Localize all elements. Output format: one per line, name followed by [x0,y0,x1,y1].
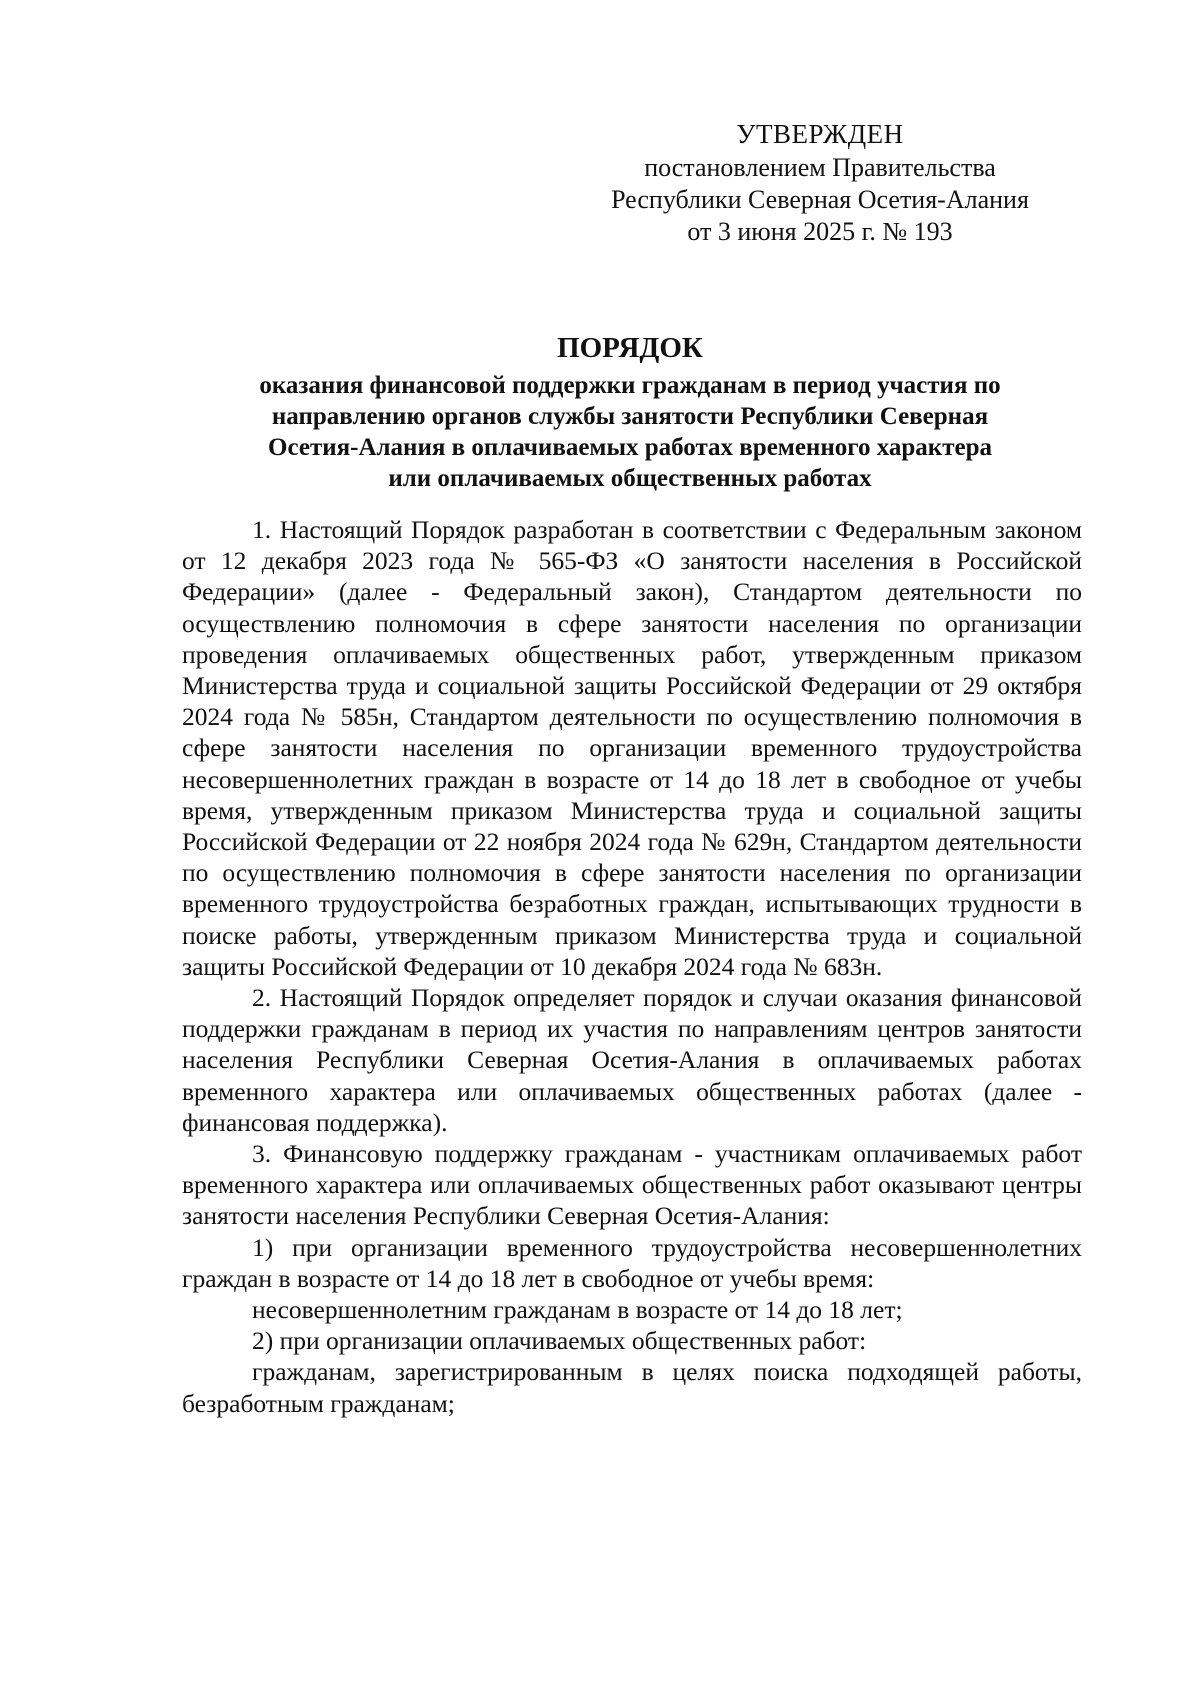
paragraph-3-item-1: 1) при организации временного трудоустройства несовершеннолетних граждан в возрасте от 14 до 18 лет в свободное от учебы время: [182,1232,1082,1293]
paragraph-2: 2. Настоящий Порядок определяет порядок и случаи оказания финансовой поддержки гражданам в период их участия по направлениям центров занятости населения Республики Северная Осетия-Алания в оплачиваемых работах временного характера или оплачиваемых общественных работах (далее - финансовая поддержка). [182,983,1082,1137]
paragraph-3-item-2: 2) при организации оплачиваемых общественных работ: [252,1326,867,1356]
approval-line-2: Республики Северная Осетия-Алания [611,185,1029,214]
document-body [182,514,1082,1419]
document-title [180,330,1080,494]
approval-title: УТВЕРЖДЕН [736,119,904,149]
title-main: ПОРЯДОК [557,332,703,364]
title-subtitle-line-4: или оплачиваемых общественных работах [388,465,872,492]
paragraph-3: 3. Финансовую поддержку гражданам - участникам оплачиваемых работ временного характера или оплачиваемых общественных работ оказывают центры занятости населения Республики Северная Осетия-Алания: [182,1139,1082,1231]
paragraph-1: 1. Настоящий Порядок разработан в соответствии с Федеральным законом от 12 декабря 2023 года № 565-ФЗ «О занятости населения в Российской Федерации» (далее - Федеральный закон), Стандартом деятельности по осуществлению полномочия в сфере занятости населения по организации проведения оплачиваемых общественных работ, утвержденным приказом Министерства труда и социальной защиты Российской Федерации от 29 октября 2024 года № 585н, Стандартом деятельности по осуществлению полномочия в сфере занятости населения по организации временного трудоустройства несовершеннолетних граждан в возрасте от 14 до 18 лет в свободное от учебы время, утвержденным приказом Министерства труда и социальной защиты Российской Федерации от 22 ноября 2024 года № 629н, Стандартом деятельности по осуществлению полномочия в сфере занятости населения по организации временного трудоустройства безработных граждан, испытывающих трудности в поиске работы, утвержденным приказом Министерства труда и социальной защиты Российской Федерации от 10 декабря 2024 года № 683н. [182,515,1082,981]
approval-stamp [560,118,1080,248]
title-subtitle-line-2: направлению органов службы занятости Республики Северная [271,403,989,430]
paragraph-3-item-2-detail: гражданам, зарегистрированным в целях поиска подходящей работы, безработным гражданам; [182,1357,1082,1418]
approval-line-1: постановлением Правительства [644,153,996,182]
approval-line-3: от 3 июня 2025 г. № 193 [687,217,953,246]
paragraph-3-item-1-detail: несовершеннолетним гражданам в возрасте от 14 до 18 лет; [252,1295,903,1325]
title-subtitle-line-1: оказания финансовой поддержки гражданам в период участия по [259,372,1001,399]
title-subtitle-line-3: Осетия-Алания в оплачиваемых работах временного характера [268,434,992,461]
